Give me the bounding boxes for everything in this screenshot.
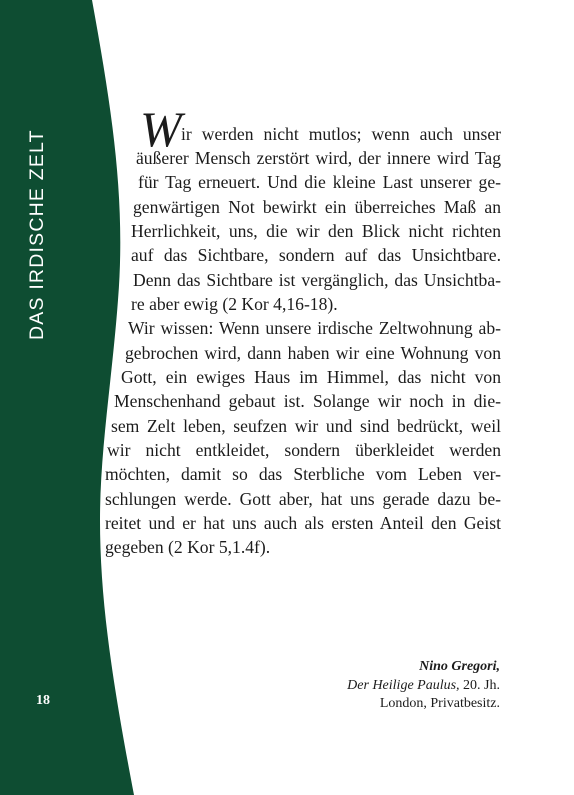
body-line: für Tag erneuert. Und die kleine Last unserer ge- [138, 172, 501, 192]
caption-work: Der Heilige Paulus, [347, 677, 460, 693]
body-line: sem Zelt leben, seufzen wir und sind bedrückt, weil [111, 416, 501, 436]
section-title: DAS IRDISCHE ZELT [26, 129, 48, 340]
body-line: re aber ewig (2 Kor 4,16-18). [131, 294, 338, 314]
body-line: wir nicht entkleidet, sondern überkleidet werden [107, 440, 501, 460]
caption-work-line [347, 677, 500, 696]
caption-author: Nino Gregori, [419, 659, 500, 674]
body-line: Wir wissen: Wenn unsere irdische Zeltwohnung ab- [128, 318, 501, 338]
body-line: gegeben (2 Kor 5,1.4f). [105, 537, 271, 557]
body-line: reitet und er hat uns auch als ersten Anteil den Geist [105, 513, 501, 533]
body-line: schlungen werde. Gott aber, hat uns gerade dazu be- [105, 489, 501, 509]
body-line: Herrlichkeit, uns, die wir den Blick nicht richten [131, 221, 501, 241]
body-line: möchten, damit so das Sterbliche vom Leben ver- [105, 464, 501, 484]
body-line: gebrochen wird, dann haben wir eine Wohnung von [125, 343, 501, 363]
drop-cap: W [140, 101, 182, 157]
body-line: Menschenhand gebaut ist. Solange wir noch in die- [114, 391, 501, 411]
image-caption [347, 658, 500, 714]
body-line: Gott, ein ewiges Haus im Himmel, das nicht von [121, 367, 501, 387]
page-number: 18 [36, 693, 50, 708]
body-line: Denn das Sichtbare ist vergänglich, das Unsichtba- [133, 270, 501, 290]
body-line: äußerer Mensch zerstört wird, der innere wird Tag [136, 148, 501, 168]
body-line: auf das Sichtbare, sondern auf das Unsichtbare. [131, 245, 501, 265]
caption-location: London, Privatbesitz. [379, 696, 500, 711]
caption-century: 20. Jh. [459, 677, 500, 693]
body-line: ir werden nicht mutlos; wenn auch unser [181, 124, 501, 144]
body-line: genwärtigen Not bewirkt ein überreiches Maß an [133, 197, 501, 217]
